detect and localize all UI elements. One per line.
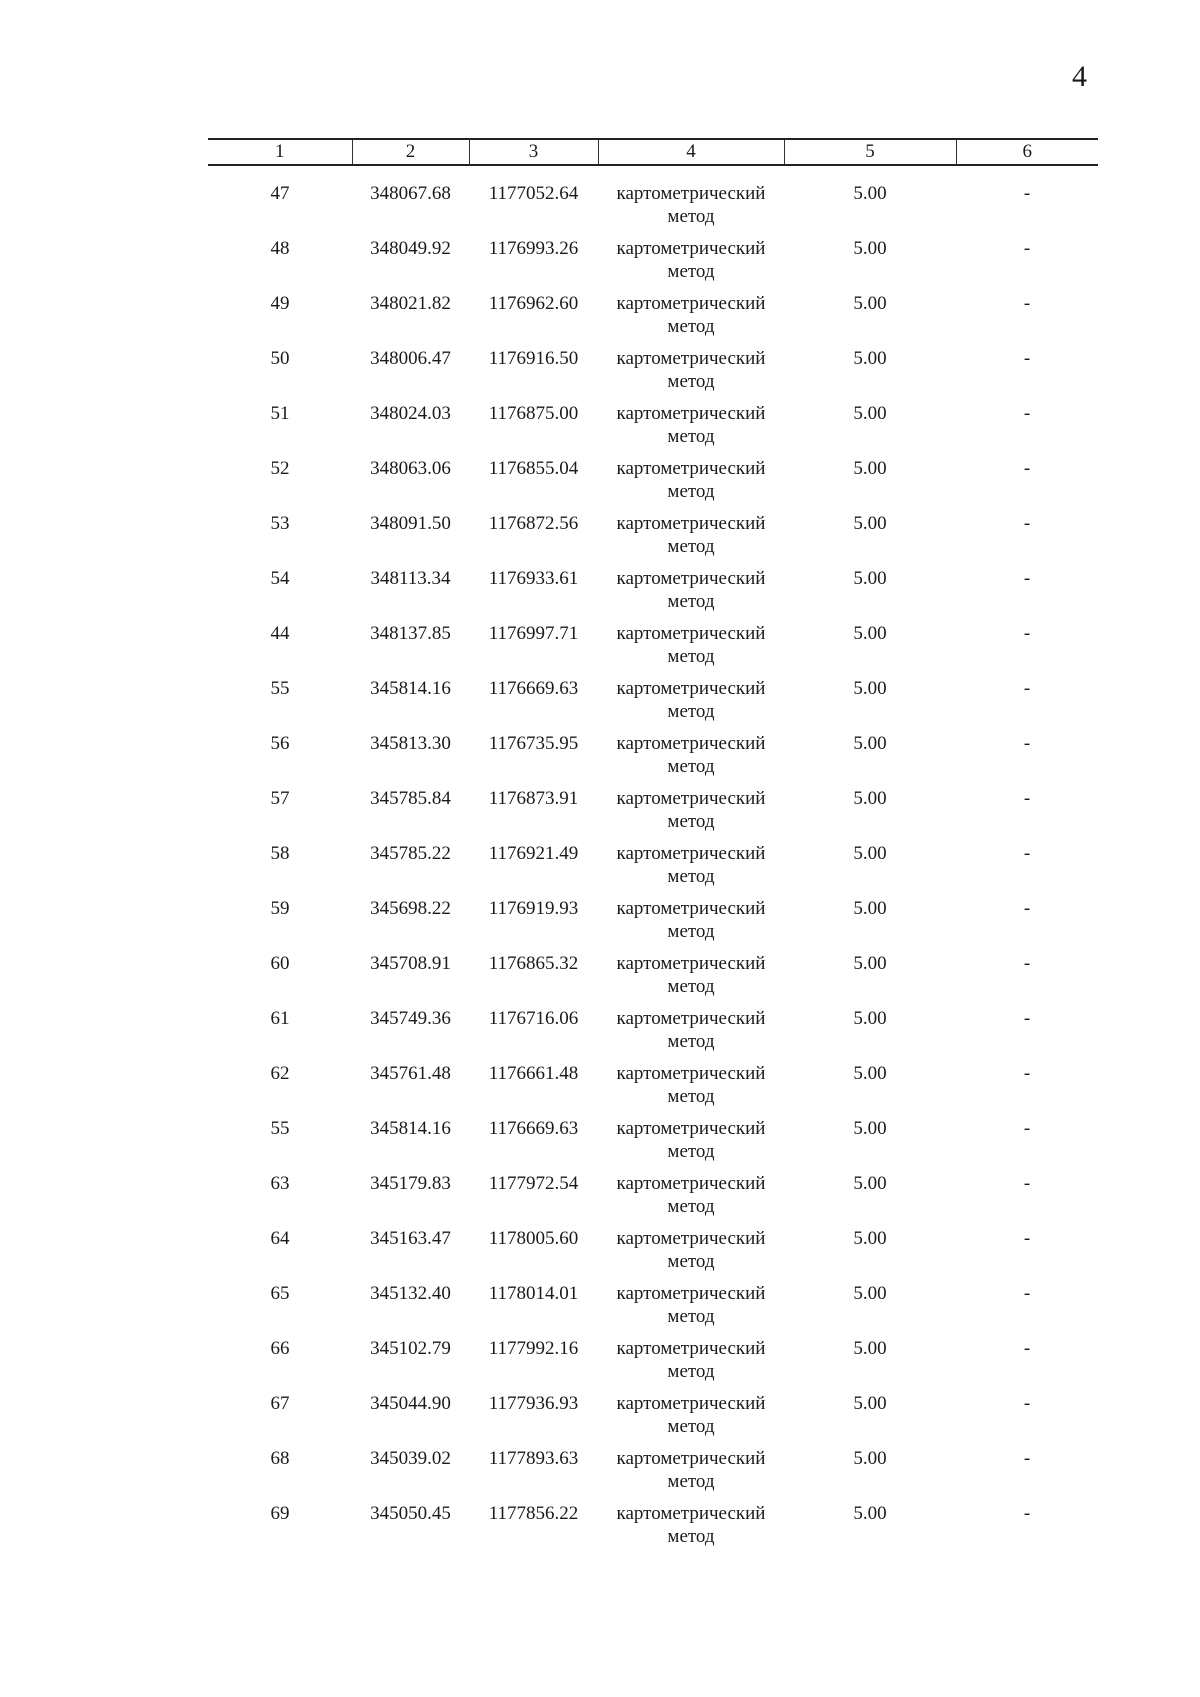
point-number-cell: 47 — [270, 183, 290, 204]
y-coordinate-cell: 1178014.01 — [488, 1283, 579, 1304]
accuracy-cell: 5.00 — [853, 1393, 887, 1414]
method-line-2: метод — [667, 1086, 715, 1107]
table-row — [208, 1502, 1098, 1557]
point-number-cell: 44 — [270, 623, 290, 644]
note-cell: - — [1023, 1503, 1031, 1524]
method-cell — [598, 237, 784, 292]
accuracy-cell: 5.00 — [853, 733, 887, 754]
note-cell: - — [1023, 788, 1031, 809]
accuracy-cell: 5.00 — [853, 898, 887, 919]
y-coordinate-cell: 1176875.00 — [488, 403, 579, 424]
note-cell: - — [1023, 953, 1031, 974]
method-line-2: метод — [667, 866, 715, 887]
accuracy-cell: 5.00 — [853, 678, 887, 699]
method-line-1: картометрический — [616, 623, 766, 644]
method-line-1: картометрический — [616, 1008, 766, 1029]
method-cell — [598, 402, 784, 457]
method-line-2: метод — [667, 481, 715, 502]
x-coordinate-cell: 348137.85 — [370, 623, 451, 644]
note-cell: - — [1023, 513, 1031, 534]
accuracy-cell: 5.00 — [853, 1503, 887, 1524]
point-number-cell: 54 — [270, 568, 290, 589]
method-line-2: метод — [667, 1416, 715, 1437]
point-number-cell: 55 — [270, 1118, 290, 1139]
point-number-cell: 57 — [270, 788, 290, 809]
table-row — [208, 237, 1098, 292]
method-cell — [598, 1007, 784, 1062]
note-cell: - — [1023, 678, 1031, 699]
y-coordinate-cell: 1177893.63 — [488, 1448, 579, 1469]
x-coordinate-cell: 345785.84 — [370, 788, 451, 809]
y-coordinate-cell: 1176669.63 — [488, 678, 579, 699]
point-number-cell: 67 — [270, 1393, 290, 1414]
y-coordinate-cell: 1177936.93 — [488, 1393, 579, 1414]
point-number-cell: 61 — [270, 1008, 290, 1029]
accuracy-cell: 5.00 — [853, 403, 887, 424]
table-row — [208, 567, 1098, 622]
method-cell — [598, 952, 784, 1007]
table-body — [208, 182, 1098, 1557]
method-line-2: метод — [667, 426, 715, 447]
method-cell — [598, 1062, 784, 1117]
y-coordinate-cell: 1176872.56 — [488, 513, 579, 534]
method-line-2: метод — [667, 811, 715, 832]
x-coordinate-cell: 348006.47 — [370, 348, 451, 369]
point-number-cell: 53 — [270, 513, 290, 534]
note-cell: - — [1023, 1173, 1031, 1194]
y-coordinate-cell: 1176997.71 — [488, 623, 579, 644]
y-coordinate-cell: 1176933.61 — [488, 568, 579, 589]
point-number-cell: 52 — [270, 458, 290, 479]
point-number-cell: 65 — [270, 1283, 290, 1304]
method-cell — [598, 1117, 784, 1172]
accuracy-cell: 5.00 — [853, 1173, 887, 1194]
y-coordinate-cell: 1176873.91 — [488, 788, 579, 809]
x-coordinate-cell: 348049.92 — [370, 238, 451, 259]
table-row — [208, 292, 1098, 347]
accuracy-cell: 5.00 — [853, 513, 887, 534]
table-row — [208, 1007, 1098, 1062]
method-cell — [598, 182, 784, 237]
x-coordinate-cell: 345708.91 — [370, 953, 451, 974]
method-line-2: метод — [667, 1196, 715, 1217]
method-line-1: картометрический — [616, 348, 766, 369]
method-line-2: метод — [667, 1141, 715, 1162]
table-row — [208, 732, 1098, 787]
method-cell — [598, 347, 784, 402]
point-number-cell: 60 — [270, 953, 290, 974]
method-line-2: метод — [667, 756, 715, 777]
table-row — [208, 1282, 1098, 1337]
x-coordinate-cell: 345814.16 — [370, 678, 451, 699]
method-line-2: метод — [667, 206, 715, 227]
method-line-1: картометрический — [616, 458, 766, 479]
table-row — [208, 457, 1098, 512]
x-coordinate-cell: 345179.83 — [370, 1173, 451, 1194]
x-coordinate-cell: 345785.22 — [370, 843, 451, 864]
note-cell: - — [1023, 238, 1031, 259]
method-line-1: картометрический — [616, 733, 766, 754]
accuracy-cell: 5.00 — [853, 1448, 887, 1469]
method-line-1: картометрический — [616, 898, 766, 919]
point-number-cell: 55 — [270, 678, 290, 699]
point-number-cell: 66 — [270, 1338, 290, 1359]
x-coordinate-cell: 348024.03 — [370, 403, 451, 424]
y-coordinate-cell: 1176919.93 — [488, 898, 579, 919]
accuracy-cell: 5.00 — [853, 1063, 887, 1084]
table-row — [208, 897, 1098, 952]
accuracy-cell: 5.00 — [853, 1283, 887, 1304]
table-header — [208, 139, 1098, 182]
note-cell: - — [1023, 183, 1031, 204]
point-number-cell: 51 — [270, 403, 290, 424]
y-coordinate-cell: 1176716.06 — [488, 1008, 579, 1029]
x-coordinate-cell: 348021.82 — [370, 293, 451, 314]
note-cell: - — [1023, 1063, 1031, 1084]
method-line-1: картометрический — [616, 403, 766, 424]
x-coordinate-cell: 348113.34 — [370, 568, 451, 589]
note-cell: - — [1023, 1338, 1031, 1359]
accuracy-cell: 5.00 — [853, 1118, 887, 1139]
y-coordinate-cell: 1176962.60 — [488, 293, 579, 314]
y-coordinate-cell: 1177856.22 — [488, 1503, 579, 1524]
method-line-2: метод — [667, 1251, 715, 1272]
method-line-1: картометрический — [616, 1338, 766, 1359]
header-col-6: 6 — [956, 139, 1098, 165]
y-coordinate-cell: 1176669.63 — [488, 1118, 579, 1139]
x-coordinate-cell: 345698.22 — [370, 898, 451, 919]
method-cell — [598, 457, 784, 512]
note-cell: - — [1023, 1118, 1031, 1139]
method-line-2: метод — [667, 1361, 715, 1382]
table-row — [208, 1337, 1098, 1392]
method-cell — [598, 677, 784, 732]
note-cell: - — [1023, 1283, 1031, 1304]
table-row — [208, 1392, 1098, 1447]
method-cell — [598, 1447, 784, 1502]
point-number-cell: 63 — [270, 1173, 290, 1194]
method-cell — [598, 842, 784, 897]
point-number-cell: 49 — [270, 293, 290, 314]
note-cell: - — [1023, 293, 1031, 314]
table-row — [208, 1062, 1098, 1117]
table-row — [208, 1447, 1098, 1502]
note-cell: - — [1023, 898, 1031, 919]
method-cell — [598, 1392, 784, 1447]
y-coordinate-cell: 1176993.26 — [488, 238, 579, 259]
y-coordinate-cell: 1176921.49 — [488, 843, 579, 864]
point-number-cell: 62 — [270, 1063, 290, 1084]
x-coordinate-cell: 345814.16 — [370, 1118, 451, 1139]
method-line-1: картометрический — [616, 1283, 766, 1304]
table-row — [208, 1227, 1098, 1282]
method-line-2: метод — [667, 976, 715, 997]
point-number-cell: 48 — [270, 238, 290, 259]
method-line-1: картометрический — [616, 183, 766, 204]
point-number-cell: 64 — [270, 1228, 290, 1249]
method-cell — [598, 732, 784, 787]
method-line-2: метод — [667, 536, 715, 557]
method-cell — [598, 897, 784, 952]
method-line-2: метод — [667, 921, 715, 942]
point-number-cell: 69 — [270, 1503, 290, 1524]
method-line-1: картометрический — [616, 1448, 766, 1469]
table-row — [208, 842, 1098, 897]
method-line-1: картометрический — [616, 953, 766, 974]
method-line-1: картометрический — [616, 1173, 766, 1194]
method-line-2: метод — [667, 646, 715, 667]
method-line-2: метод — [667, 371, 715, 392]
accuracy-cell: 5.00 — [853, 1008, 887, 1029]
note-cell: - — [1023, 733, 1031, 754]
x-coordinate-cell: 345761.48 — [370, 1063, 451, 1084]
accuracy-cell: 5.00 — [853, 183, 887, 204]
method-cell — [598, 622, 784, 677]
method-cell — [598, 787, 784, 842]
method-cell — [598, 1282, 784, 1337]
method-cell — [598, 1172, 784, 1227]
table-row — [208, 1117, 1098, 1172]
method-line-1: картометрический — [616, 1503, 766, 1524]
method-line-2: метод — [667, 1306, 715, 1327]
y-coordinate-cell: 1176855.04 — [488, 458, 579, 479]
x-coordinate-cell: 345050.45 — [370, 1503, 451, 1524]
header-col-3: 3 — [469, 139, 598, 165]
y-coordinate-cell: 1176735.95 — [488, 733, 579, 754]
method-line-1: картометрический — [616, 1228, 766, 1249]
accuracy-cell: 5.00 — [853, 568, 887, 589]
accuracy-cell: 5.00 — [853, 293, 887, 314]
header-col-5: 5 — [784, 139, 956, 165]
method-line-1: картометрический — [616, 238, 766, 259]
method-line-2: метод — [667, 701, 715, 722]
x-coordinate-cell: 345163.47 — [370, 1228, 451, 1249]
note-cell: - — [1023, 458, 1031, 479]
table-row — [208, 402, 1098, 457]
page-number: 4 — [1072, 60, 1087, 93]
x-coordinate-cell: 345039.02 — [370, 1448, 451, 1469]
note-cell: - — [1023, 1008, 1031, 1029]
x-coordinate-cell: 345749.36 — [370, 1008, 451, 1029]
accuracy-cell: 5.00 — [853, 238, 887, 259]
method-line-1: картометрический — [616, 678, 766, 699]
note-cell: - — [1023, 623, 1031, 644]
coordinates-table — [208, 138, 1098, 1557]
x-coordinate-cell: 348067.68 — [370, 183, 451, 204]
table-row — [208, 622, 1098, 677]
method-line-1: картометрический — [616, 293, 766, 314]
point-number-cell: 50 — [270, 348, 290, 369]
header-col-1: 1 — [208, 139, 352, 165]
method-cell — [598, 1502, 784, 1557]
method-line-1: картометрический — [616, 1118, 766, 1139]
accuracy-cell: 5.00 — [853, 843, 887, 864]
method-line-2: метод — [667, 1471, 715, 1492]
method-line-2: метод — [667, 316, 715, 337]
x-coordinate-cell: 348091.50 — [370, 513, 451, 534]
table-row — [208, 787, 1098, 842]
accuracy-cell: 5.00 — [853, 348, 887, 369]
y-coordinate-cell: 1176865.32 — [488, 953, 579, 974]
method-line-1: картометрический — [616, 843, 766, 864]
accuracy-cell: 5.00 — [853, 953, 887, 974]
y-coordinate-cell: 1177052.64 — [488, 183, 579, 204]
point-number-cell: 58 — [270, 843, 290, 864]
method-cell — [598, 567, 784, 622]
table-row — [208, 512, 1098, 567]
point-number-cell: 68 — [270, 1448, 290, 1469]
x-coordinate-cell: 348063.06 — [370, 458, 451, 479]
y-coordinate-cell: 1176661.48 — [488, 1063, 579, 1084]
method-line-2: метод — [667, 591, 715, 612]
y-coordinate-cell: 1177992.16 — [488, 1338, 579, 1359]
accuracy-cell: 5.00 — [853, 1338, 887, 1359]
method-cell — [598, 1227, 784, 1282]
note-cell: - — [1023, 403, 1031, 424]
table-row — [208, 677, 1098, 732]
method-line-1: картометрический — [616, 568, 766, 589]
x-coordinate-cell: 345132.40 — [370, 1283, 451, 1304]
method-cell — [598, 1337, 784, 1392]
point-number-cell: 56 — [270, 733, 290, 754]
method-cell — [598, 512, 784, 567]
accuracy-cell: 5.00 — [853, 458, 887, 479]
method-line-2: метод — [667, 1526, 715, 1547]
method-cell — [598, 292, 784, 347]
y-coordinate-cell: 1178005.60 — [488, 1228, 579, 1249]
note-cell: - — [1023, 1393, 1031, 1414]
method-line-2: метод — [667, 1031, 715, 1052]
method-line-1: картометрический — [616, 788, 766, 809]
x-coordinate-cell: 345813.30 — [370, 733, 451, 754]
table-row — [208, 1172, 1098, 1227]
method-line-1: картометрический — [616, 513, 766, 534]
note-cell: - — [1023, 843, 1031, 864]
note-cell: - — [1023, 1448, 1031, 1469]
x-coordinate-cell: 345044.90 — [370, 1393, 451, 1414]
header-row — [208, 139, 1098, 165]
x-coordinate-cell: 345102.79 — [370, 1338, 451, 1359]
method-line-2: метод — [667, 261, 715, 282]
accuracy-cell: 5.00 — [853, 788, 887, 809]
accuracy-cell: 5.00 — [853, 1228, 887, 1249]
table-row — [208, 952, 1098, 1007]
note-cell: - — [1023, 568, 1031, 589]
y-coordinate-cell: 1176916.50 — [488, 348, 579, 369]
table-row — [208, 182, 1098, 237]
note-cell: - — [1023, 348, 1031, 369]
method-line-1: картометрический — [616, 1393, 766, 1414]
method-line-1: картометрический — [616, 1063, 766, 1084]
accuracy-cell: 5.00 — [853, 623, 887, 644]
y-coordinate-cell: 1177972.54 — [488, 1173, 579, 1194]
header-col-4: 4 — [598, 139, 784, 165]
table-row — [208, 347, 1098, 402]
point-number-cell: 59 — [270, 898, 290, 919]
header-spacer — [208, 165, 1098, 182]
note-cell: - — [1023, 1228, 1031, 1249]
header-col-2: 2 — [352, 139, 469, 165]
